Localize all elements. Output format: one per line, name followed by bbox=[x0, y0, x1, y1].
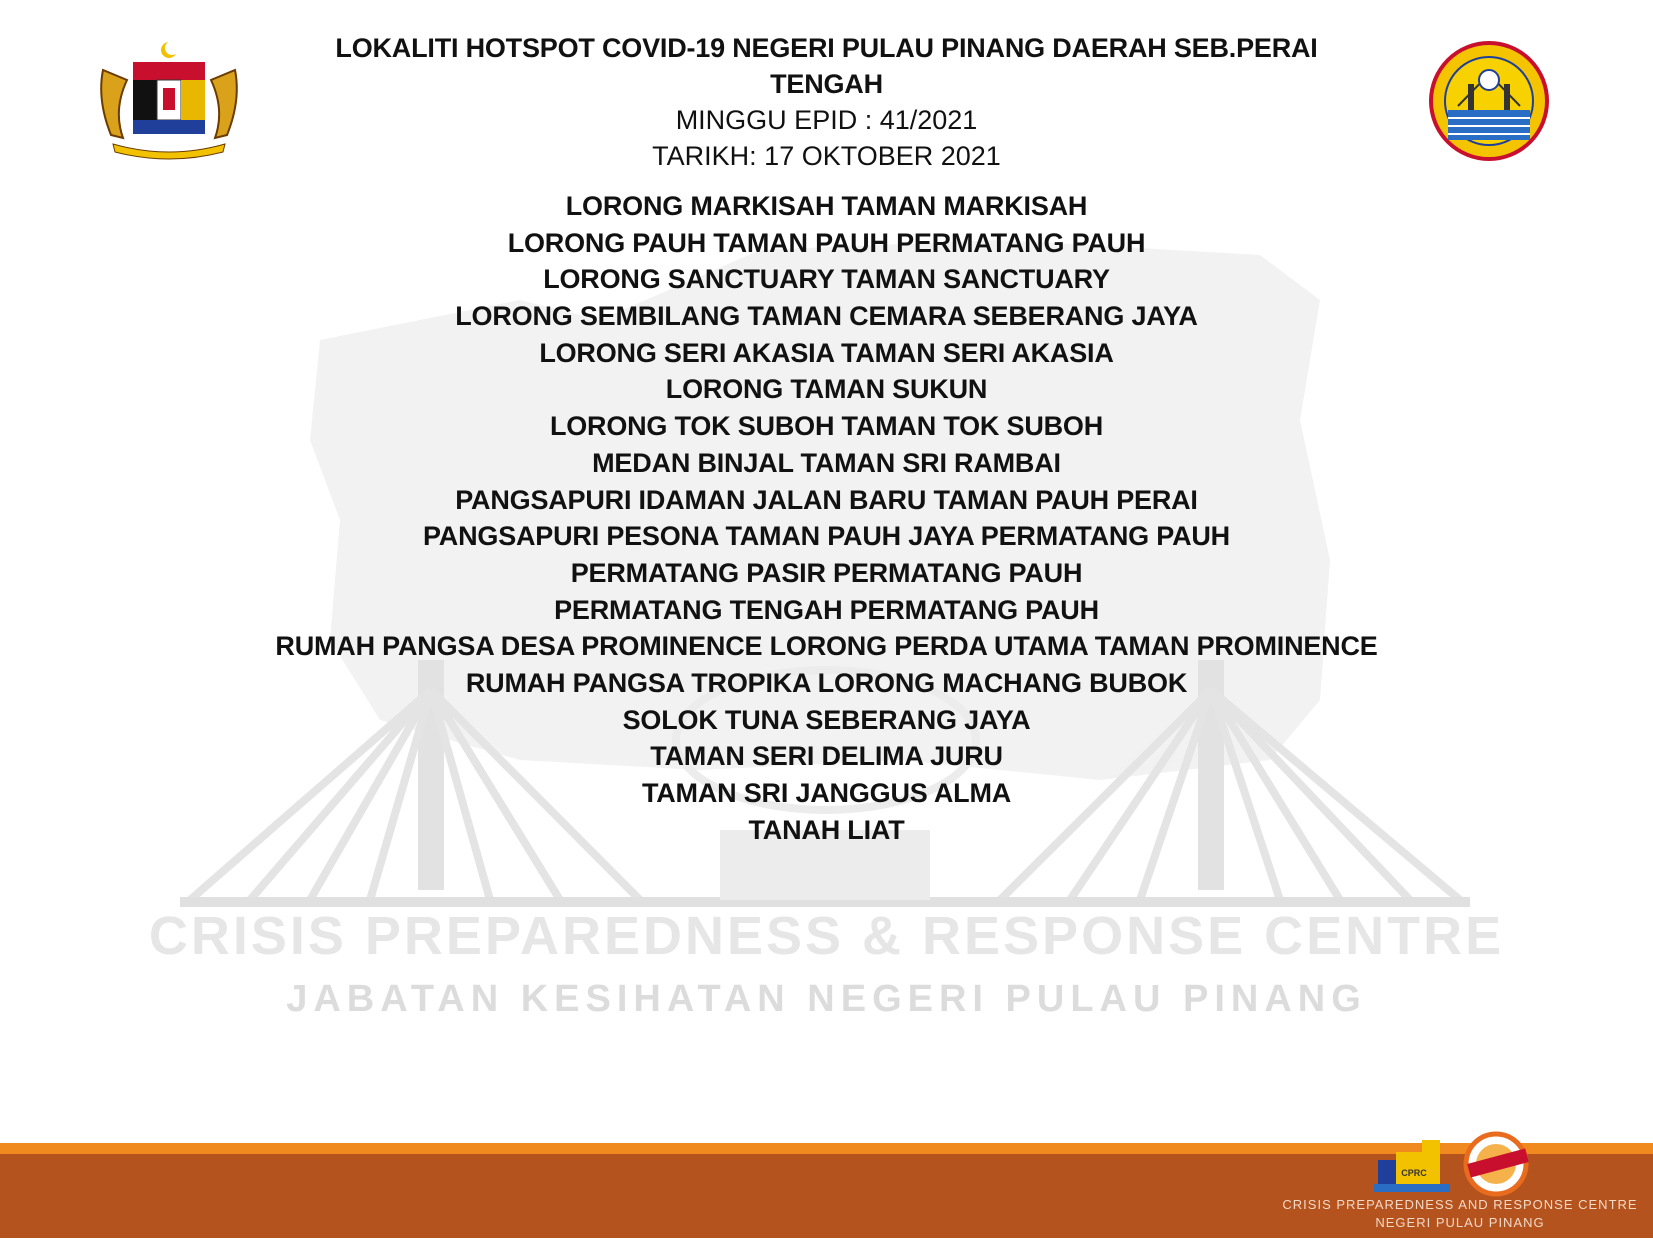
locality-list bbox=[140, 188, 1513, 848]
locality-item: LORONG PAUH TAMAN PAUH PERMATANG PAUH bbox=[507, 227, 1146, 258]
malaysia-coat-of-arms-icon bbox=[93, 40, 245, 162]
locality-item: PERMATANG TENGAH PERMATANG PAUH bbox=[554, 594, 1099, 625]
penang-state-emblem-icon bbox=[1428, 40, 1550, 162]
locality-item: LORONG SEMBILANG TAMAN CEMARA SEBERANG JAYA bbox=[455, 301, 1198, 332]
page-header bbox=[270, 30, 1383, 174]
locality-item: RUMAH PANGSA TROPIKA LORONG MACHANG BUBOK bbox=[465, 667, 1188, 698]
locality-item: LORONG MARKISAH TAMAN MARKISAH bbox=[565, 191, 1088, 221]
watermark-subtitle: JABATAN KESIHATAN NEGERI PULAU PINANG bbox=[286, 978, 1367, 1020]
footer-text-line-1: CRISIS PREPAREDNESS AND RESPONSE CENTRE bbox=[1282, 1197, 1638, 1212]
page-title-line-1: LOKALITI HOTSPOT COVID-19 NEGERI PULAU PINANG DAERAH SEB.PERAI bbox=[335, 33, 1318, 63]
locality-item: LORONG SANCTUARY TAMAN SANCTUARY bbox=[543, 264, 1110, 295]
page-title-line-2: TENGAH bbox=[770, 69, 883, 99]
locality-item: PANGSAPURI PESONA TAMAN PAUH JAYA PERMATANG PAUH bbox=[423, 521, 1230, 552]
locality-item: RUMAH PANGSA DESA PROMINENCE LORONG PERDA UTAMA TAMAN PROMINENCE bbox=[275, 631, 1378, 662]
watermark-title: CRISIS PREPAREDNESS & RESPONSE CENTRE bbox=[148, 906, 1505, 966]
locality-item: PERMATANG PASIR PERMATANG PAUH bbox=[570, 557, 1083, 588]
locality-item: SOLOK TUNA SEBERANG JAYA bbox=[622, 704, 1031, 735]
svg-text:CPRC: CPRC bbox=[1401, 1168, 1427, 1178]
footer-logos bbox=[1370, 1130, 1540, 1202]
penang-lawan-covid-19-badge-icon bbox=[1466, 1134, 1529, 1194]
locality-item: TAMAN SERI DELIMA JURU bbox=[650, 741, 1003, 772]
locality-item: LORONG SERI AKASIA TAMAN SERI AKASIA bbox=[539, 337, 1114, 368]
epid-week: MINGGU EPID : 41/2021 bbox=[675, 105, 978, 135]
locality-item: PANGSAPURI IDAMAN JALAN BARU TAMAN PAUH PERAI bbox=[455, 484, 1198, 515]
locality-item: TANAH LIAT bbox=[748, 814, 905, 845]
cprc-logo-icon bbox=[1374, 1140, 1450, 1192]
locality-item: LORONG TOK SUBOH TAMAN TOK SUBOH bbox=[549, 411, 1104, 442]
locality-item: MEDAN BINJAL TAMAN SRI RAMBAI bbox=[592, 447, 1061, 478]
footer-text-line-2: NEGERI PULAU PINANG bbox=[1375, 1215, 1545, 1230]
locality-item: LORONG TAMAN SUKUN bbox=[665, 374, 988, 405]
locality-item: TAMAN SRI JANGGUS ALMA bbox=[641, 778, 1012, 808]
report-date: TARIKH: 17 OKTOBER 2021 bbox=[652, 141, 1001, 171]
